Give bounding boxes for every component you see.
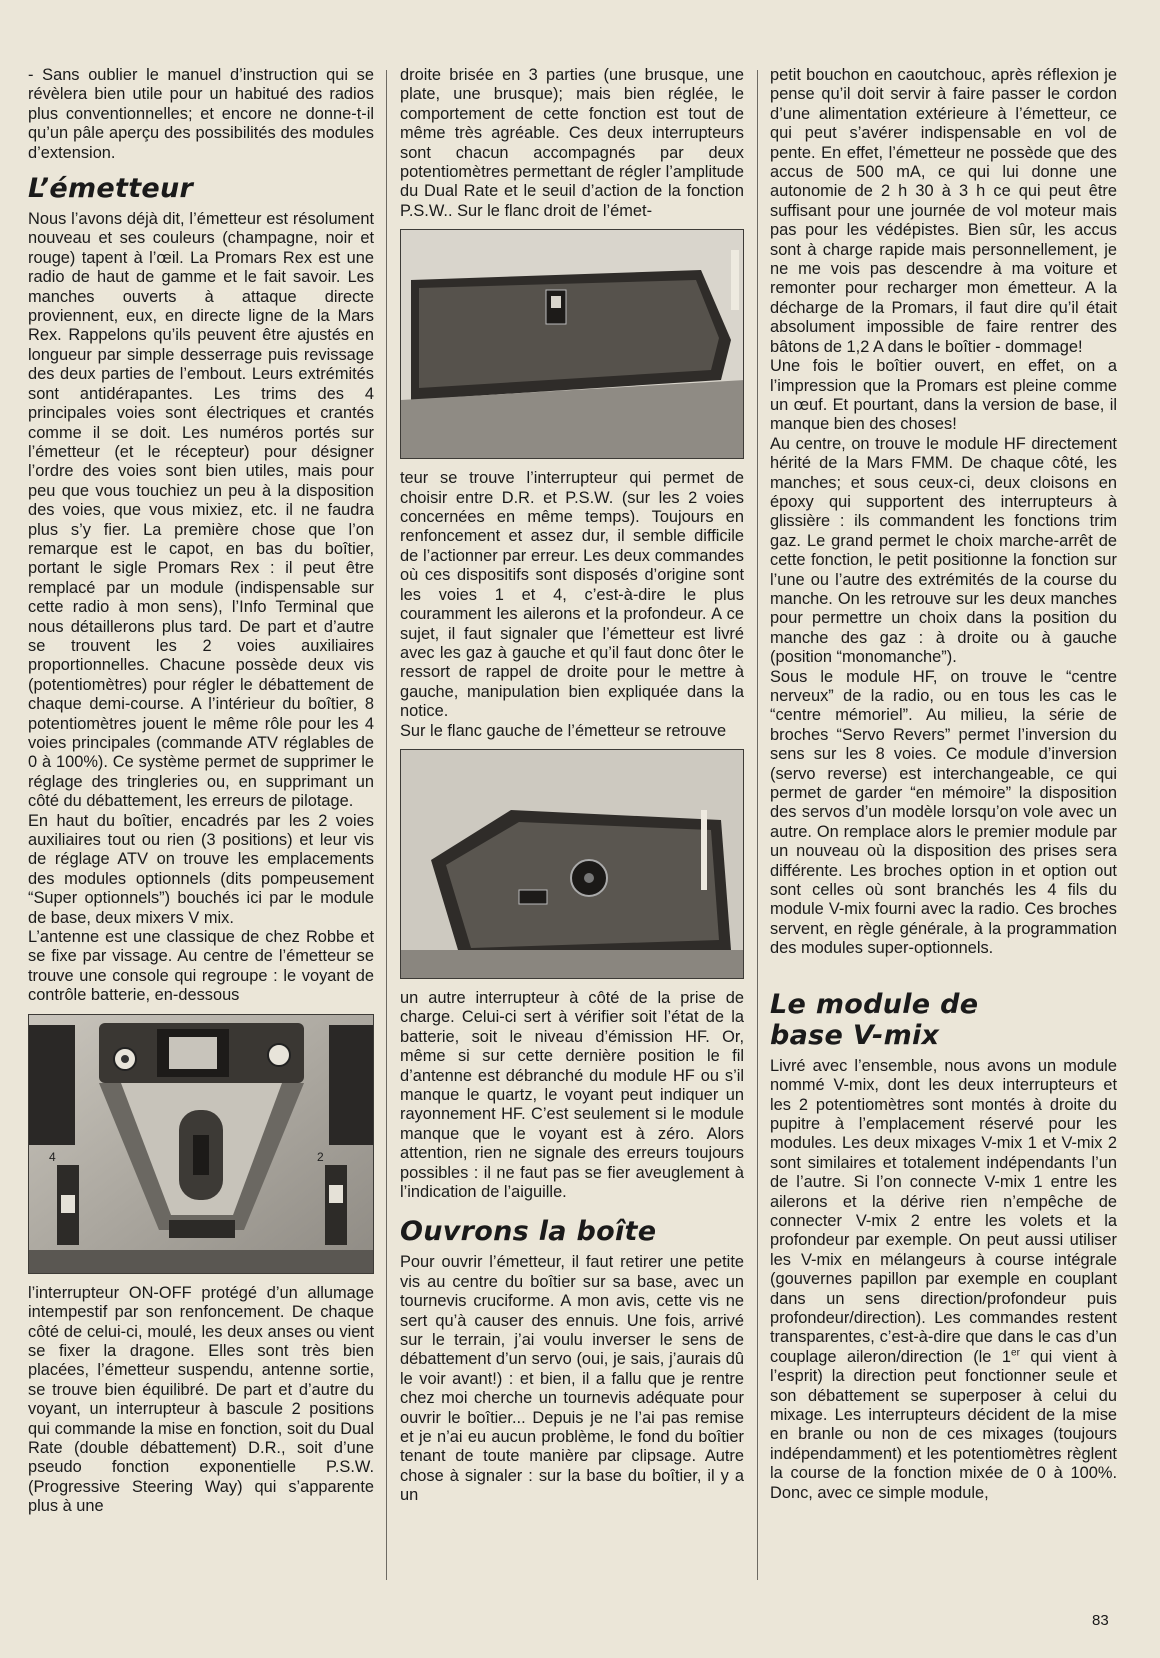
paragraph: un autre interrupteur à côté de la prise de charge. Celui-ci sert à vérifier soit l’état de la batterie, soit le niveau d’émission HF. Or, même si sur cette dernière position le fil d’antenne est débranché du module HF ou s’il manque le quartz, le voyant peut indiquer un rayonnement HF. C’est seulement si le module manque que le voyant est à zéro. Alors attention, rien ne signale des erreurs toujours possibles : il ne faut pas se fier aveuglement à l’indication de l’aiguille. (400, 988, 744, 1201)
transmitter-right-side-photo (400, 229, 744, 459)
paragraph: Pour ouvrir l’émetteur, il faut retirer une petite vis au centre du boîtier sur sa base, avec un tournevis cruciforme. A mon avis, cette vis ne sert qu’à causer des ennuis. Une fois, arrivé sur le terrain, j’ai voulu inverser le sens de débattement d’un servo (oui, je sais, j’aurais dû le voir avant!) : et bien, il a fallu que je rentre chez moi cherche un tournevis adéquate pour ouvrir le boîtier... Depuis je ne l’ai pas remise et je n’ai eu aucun problème, le fond du boîtier tenant de toute manière par clipsage. Autre chose à signaler : sur la base du boîtier, il y a un (400, 1253, 744, 1505)
section-heading-ouvrons-la-boite: Ouvrons la boîte (400, 1216, 657, 1248)
transmitter-left-side-illustration (401, 750, 744, 978)
paragraph: Au centre, on trouve le module HF directement hérité de la Mars FMM. De chaque côté, les manches; et sous ceux-ci, deux cloisons en époxy qui supportent des interrupteurs à glissière : ils commandent les fonctions trim gaz. Le grand permet le choix marche-arrêt de cette fonction, le petit positionne la fonction sur l’une ou l’autre des extrémités de la course du manche. On les retrouve sur les deux manches pour permettre un choix dans la position du manche des gaz : à droite ou à gauche (position “monomanche”). (770, 434, 1117, 667)
section-heading-emetteur: L’émetteur (28, 173, 194, 205)
column-1 (28, 66, 374, 1517)
paragraph: - Sans oublier le manuel d’instruction qui se révèlera bien utile pour un habitué des radios plus conventionnelles; et encore ne donne-t-il qu’un pâle aperçu des possibilités des modules d’extension. (28, 66, 374, 162)
paragraph: petit bouchon en caoutchouc, après réflexion je pense qu’il doit servir à faire passer le cordon d’une alimentation extérieure à l’émetteur, ce qui peut s’avérer indispensable en vol de pente. En effet, l’émetteur ne possède que des accus de 500 mA, ce qui lui donne une autonomie de 2 h 30 à 3 h ce qui peut être suffisant pour une journée de vol moteur mais pas pour les védépistes. Bien sûr, les accus sont à charge rapide mais personnellement, je ne me vois pas descendre à ma voiture et remonter pour recharger mon émetteur. A la décharge de la Promars, il faut dire qu’il était absolument impossible de faire rentrer des bâtons de 1,2 A dans le boîtier - dommage! (770, 66, 1117, 356)
paragraph: Une fois le boîtier ouvert, en effet, on a l’impression que la Promars est pleine comme un œuf. Et pourtant, dans la version de base, il manque bien des choses! (770, 357, 1117, 434)
paragraph: L’antenne est une classique de chez Robbe et se fixe par vissage. Au centre de l’émetteur se trouve une console qui regroupe : le voyant de contrôle batterie, en-dessous (28, 928, 374, 1005)
transmitter-right-side-illustration (401, 230, 744, 458)
text-run: Livré avec l’ensemble, nous avons un module nommé V-mix, dont les deux interrupteurs et les 2 potentiomètres sont montés à droite du pupitre à l’emplacement réservé pour les modules. Les deux mixages V-mix 1 et V-mix 2 sont similaires et totalement indépendants l’un de l’autre. Si l’on connecte V-mix 1 entre les ailerons et la dérive rien n’empêche de connecter V-mix 2 entre les volets et la profondeur par exemple. On peut aussi utiliser les V-mix en mélangeurs à course intégrale (gouvernes papillon par exemple en couplant dans un sens direction/profondeur puis profondeur/direction). Les commandes restent transparentes, c’est-à-dire que dans le cas d’un couplage aileron/direction (le 1 (770, 1056, 1117, 1366)
channel-4-label: 4 (49, 1149, 56, 1164)
column-3 (770, 66, 1117, 1503)
page-number: 83 (1092, 1612, 1109, 1629)
paragraph: droite brisée en 3 parties (une brusque, une plate, une brusque); mais bien réglée, le comportement de cette fonction est tout de même très agréable. Ces deux interrupteurs sont chacun accompagnés par deux potentiomètres permettant de régler l’amplitude du Dual Rate et le seuil d’action de la fonction P.S.W.. Sur le flanc droit de l’émet- (400, 66, 744, 220)
ordinal-suffix: er (1011, 1347, 1020, 1359)
paragraph: l’interrupteur ON-OFF protégé d’un allumage intempestif par son renfoncement. De chaque côté de celui-ci, moulé, les deux anses ou vient se fixer la dragone. Elles sont très bien placées, l’émetteur suspendu, antenne sortie, se trouve bien équilibré. De part et d’autre du voyant, un interrupteur à bascule 2 positions qui commande la mise en fonction, soit du Dual Rate (double débattement) D.R., soit d’une pseudo fonction exponentielle P.S.W. (Progressive Steering Way) qui s’apparente plus à une (28, 1283, 374, 1516)
column-2 (400, 66, 744, 1506)
transmitter-console-photo (28, 1014, 374, 1274)
paragraph: teur se trouve l’interrupteur qui permet de choisir entre D.R. et P.S.W. (sur les 2 voies concernées en même temps). Toujours en renfoncement et assez dur, il semble difficile de l’actionner par erreur. Les deux commandes où ces dispositifs sont disposés d’origine sont les voies 1 et 4, c’est-à-dire le plus couramment les ailerons et la profondeur. A ce sujet, il faut signaler que l’émetteur est livré avec les gaz à gauche et qu’il faut donc ôter le ressort de rappel de droite pour le mettre à gauche, manipulation bien expliquée dans la notice. (400, 469, 744, 721)
transmitter-left-side-photo (400, 749, 744, 979)
paragraph (770, 1057, 1117, 1503)
column-rule-2 (757, 70, 758, 1580)
paragraph: Nous l’avons déjà dit, l’émetteur est résolument nouveau et ses couleurs (champagne, noir et rouge) tapent à l’œil. La Promars Rex est une radio de haut de gamme et le fait savoir. Les manches ouverts à attaque directe proviennent, eux, en directe ligne de la Mars Rex. Rappelons qu’ils peuvent être ajustés en longueur par simple desserrage puis revissage des deux parties de l’embout. Leurs extrémités sont antidérapantes. Les trims des 4 principales voies sont électriques et crantés comme il se doit. Les numéros portés sur l’émetteur (et le récepteur) pour désigner l’ordre des voies sont bien utiles, mais pour peu que vous touchiez un peu à la disposition des voies, que vous mixiez, etc. il ne faudra plus s’y fier. La première chose que l’on remarque est le capot, en bas du boîtier, portant le sigle Promars Rex : il peut être remplacé par un module (indispensable sur cette radio à mon sens), l’Info Terminal que nous détaillerons plus tard. De part et d’autre se trouvent les 2 voies auxiliaires proportionnelles. Chacune possède deux vis (potentiomètres) pour régler le débattement de chaque demi-course. A l’intérieur du boîtier, 8 potentiomètres jouent le même rôle pour les 4 voies principales (commande ATV réglables de 0 à 100%). Ce système permet de supprimer le réglage des tringleries ou, en supprimant un côté du débattement, les erreurs de pilotage. (28, 210, 374, 811)
section-heading-module-v-mix: Le module de base V-mix (770, 988, 979, 1051)
paragraph: En haut du boîtier, encadrés par les 2 voies auxiliaires tout ou rien (3 positions) et leur vis de réglage ATV on trouve les emplacements des modules optionnels (dits pompeusement “Super optionnels”) bouchés ici par le module de base, deux mixers V mix. (28, 811, 374, 927)
transmitter-console-illustration (29, 1015, 374, 1273)
text-run: qui vient à l’esprit) la direction peut fonctionner seule et son débattement se superposer à celui du mixage. Les interrupteurs décident de la mise en branle ou non de ces mixages (toujours indépendamment) et les potentiomètres règlent la course de la fonction mixée de 0 à 100%. Donc, avec ce simple module, (770, 1347, 1117, 1502)
paragraph: Sur le flanc gauche de l’émetteur se retrouve (400, 721, 727, 740)
channel-2-label: 2 (317, 1149, 324, 1164)
paragraph: Sous le module HF, on trouve le “centre nerveux” de la radio, ou en tous les cas le “centre mémoriel”. Au milieu, la série de broches “Servo Revers” permet l’inversion du sens sur les 8 voies. Ce module d’inversion (servo reverse) est interchangeable, ce qui permet de garder “en mémoire” la disposition des servos d’un modèle lorsqu’on vole avec un autre. On remplace alors le premier module par un nouveau où la disposition des prises sera différente. Les broches option in et option out sont celles où sont branchés les 4 fils du module V-mix fourni avec la radio. Ces broches servent, en règle générale, à la programmation des modules super-optionnels. (770, 667, 1117, 958)
column-rule-1 (386, 70, 387, 1580)
